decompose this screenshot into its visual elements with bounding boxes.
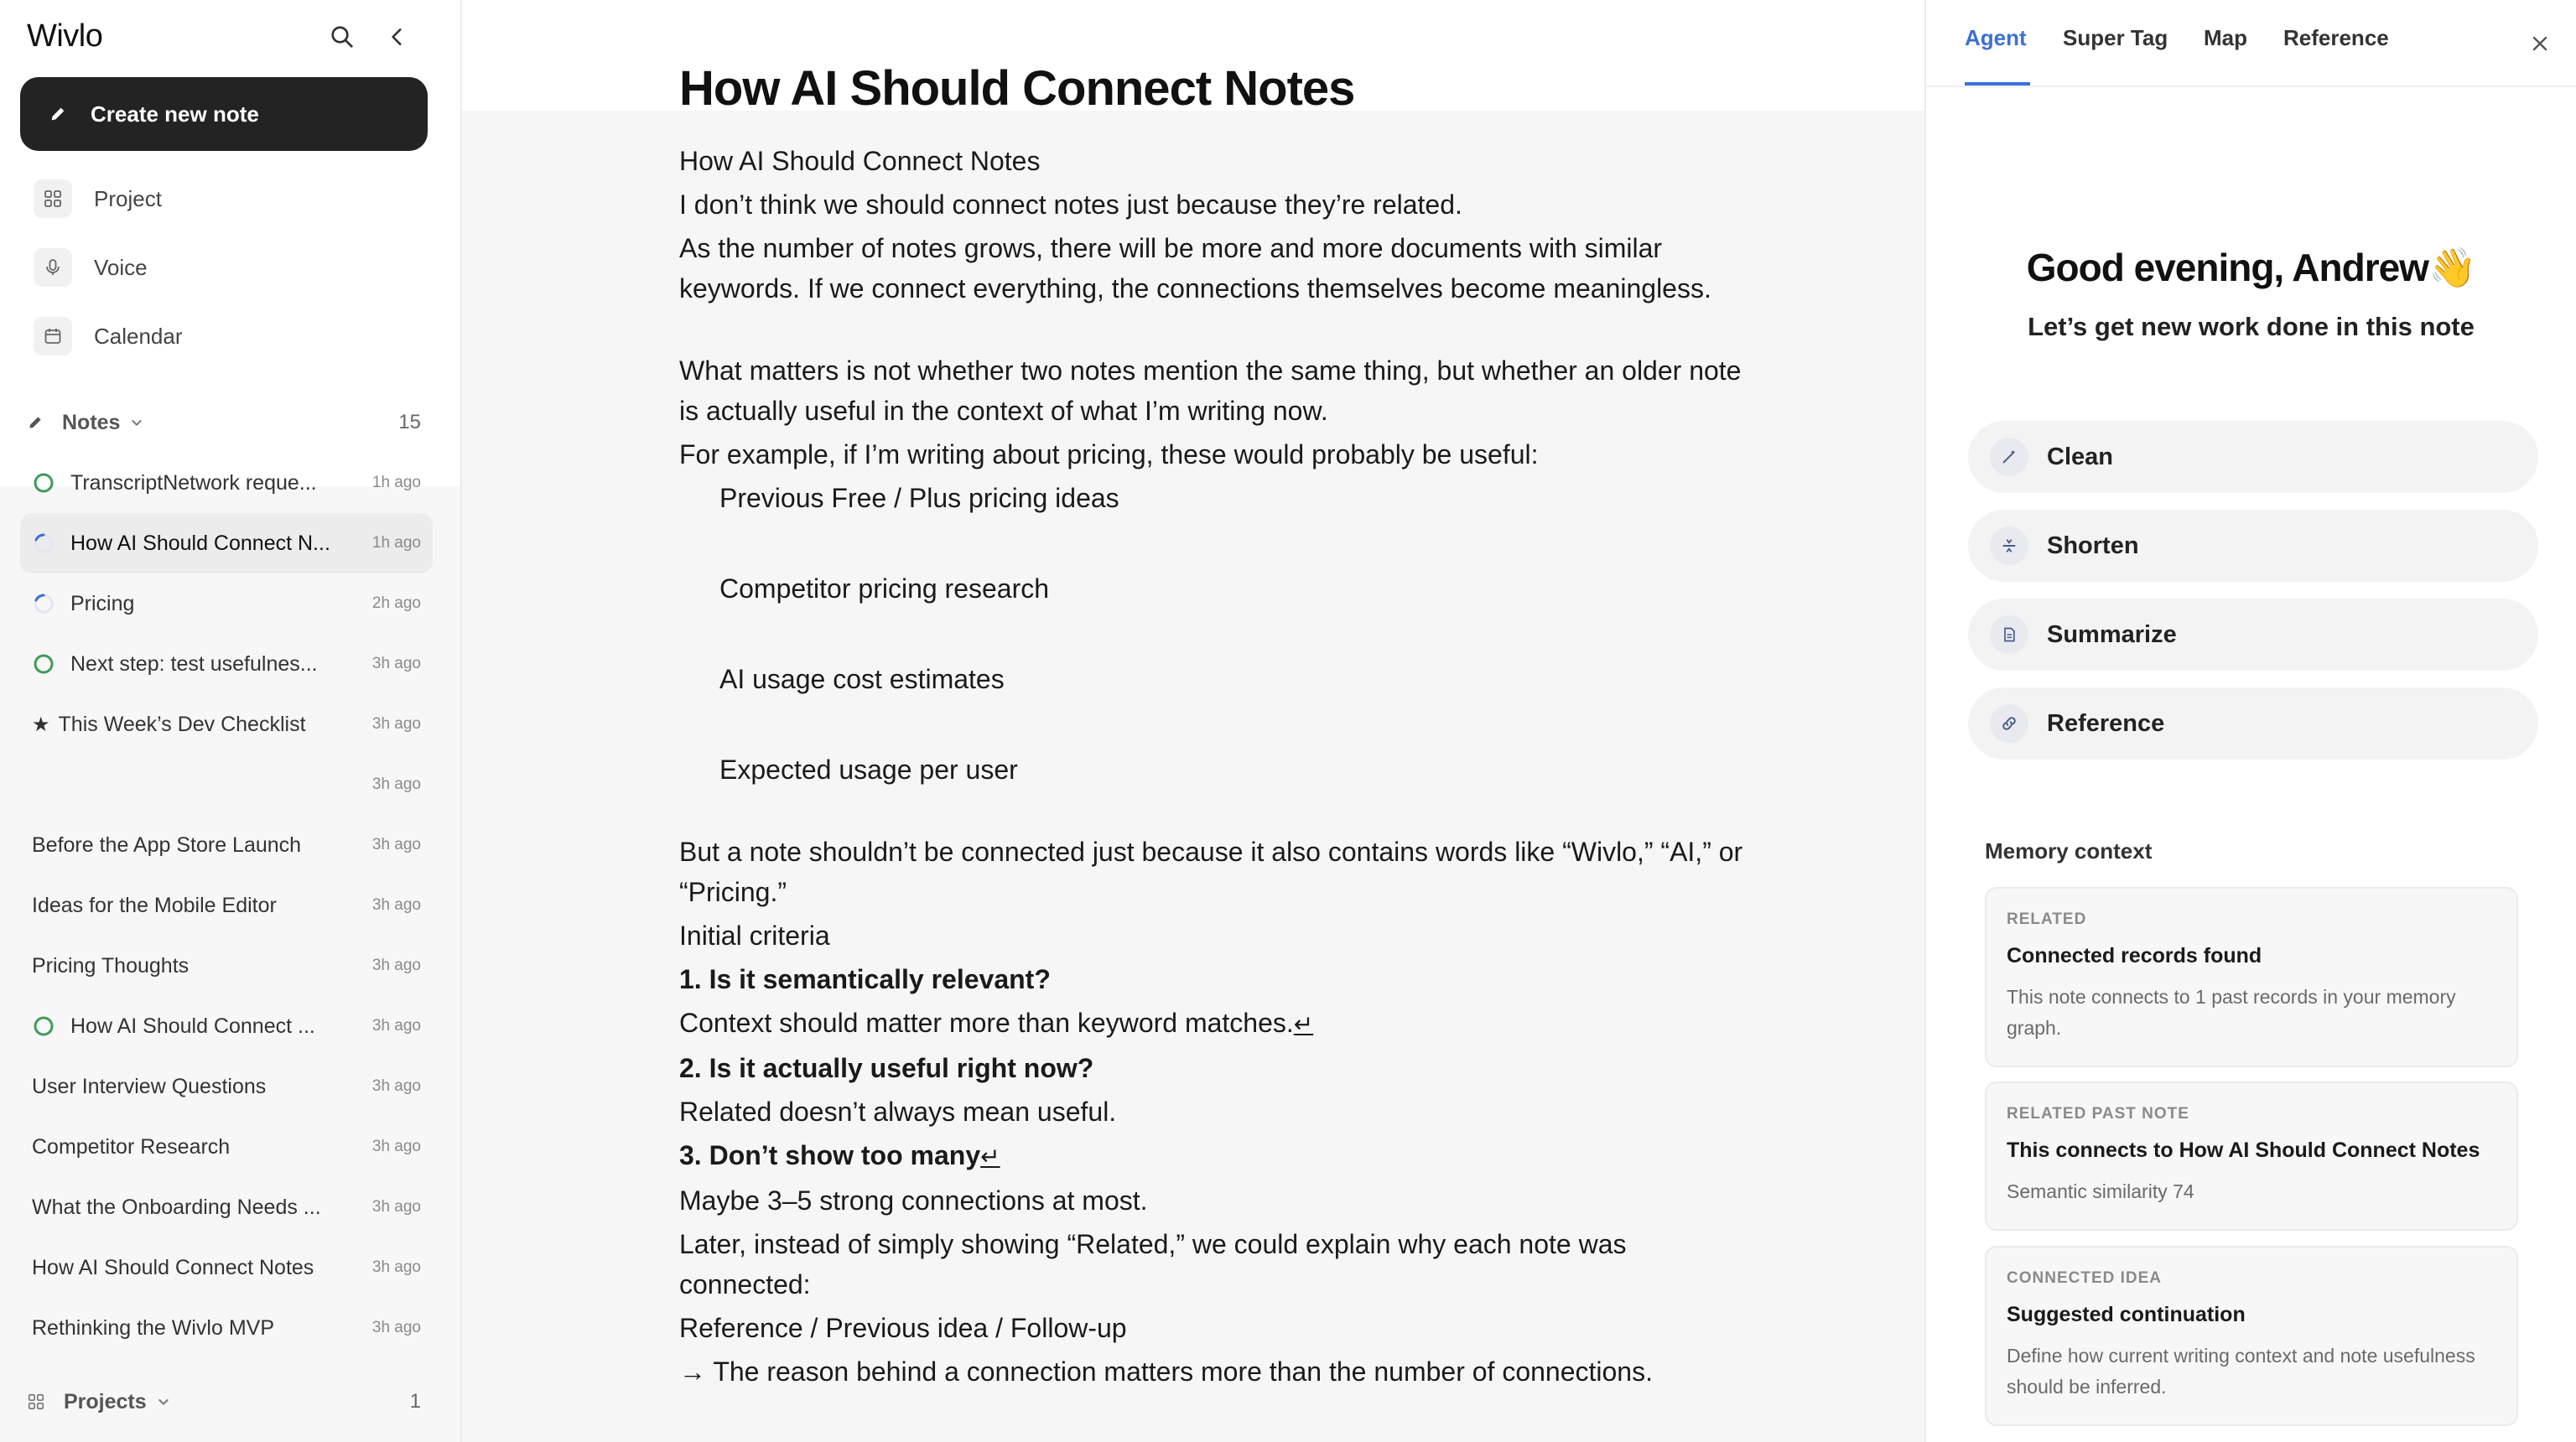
create-new-note-button[interactable] <box>20 77 428 151</box>
note-timestamp: 3h ago <box>371 655 421 672</box>
memory-card-heading: Suggested continuation <box>2007 1303 2246 1326</box>
paragraph: → The reason behind a connection matters more than the number of connections. <box>679 1356 1653 1387</box>
note-timestamp: 1h ago <box>371 534 421 552</box>
panel-tabs <box>1926 0 2576 87</box>
sidebar-item-calendar[interactable] <box>34 313 402 360</box>
note-title: Rethinking the Wivlo MVP <box>32 1315 275 1340</box>
grid-icon <box>27 1393 45 1411</box>
paragraph: For example, if I’m writing about pricing, these would probably be useful: <box>679 439 1539 469</box>
note-title: How AI Should Connect N... <box>70 531 330 555</box>
note-timestamp: 1h ago <box>371 474 421 491</box>
note-list-item[interactable] <box>20 1117 433 1177</box>
summarize-button[interactable] <box>1968 599 2538 671</box>
action-label: Clean <box>2047 443 2113 470</box>
chevron-down-icon <box>157 1395 170 1408</box>
note-timestamp: 3h ago <box>371 836 421 853</box>
close-icon[interactable] <box>2521 25 2558 62</box>
note-body[interactable] <box>679 141 1761 1395</box>
paragraph: What matters is not whether two notes mention the same thing, but whether an older note is actually useful in the context of what I’m writing now. <box>679 355 1742 426</box>
memory-card-description: This note connects to 1 past records in your memory graph. <box>2007 986 2456 1039</box>
memory-card[interactable] <box>1985 1246 2518 1426</box>
memory-card[interactable] <box>1985 887 2518 1067</box>
note-list-item[interactable] <box>20 936 433 996</box>
notes-section-header[interactable] <box>27 404 421 441</box>
paragraph: Related doesn’t always mean useful. <box>679 1097 1117 1127</box>
status-complete-icon <box>32 471 55 495</box>
status-loading-icon <box>32 532 55 555</box>
note-list-item[interactable] <box>20 1298 433 1358</box>
paragraph: How AI Should Connect Notes <box>679 146 1041 176</box>
note-list-item[interactable] <box>20 634 433 694</box>
clean-button[interactable] <box>1968 421 2538 493</box>
note-title: Before the App Store Launch <box>32 833 302 857</box>
note-timestamp: 3h ago <box>371 775 421 793</box>
note-title: How AI Should Connect Notes <box>32 1255 314 1279</box>
status-complete-icon <box>32 1014 55 1038</box>
list-item: AI usage cost estimates <box>719 664 1005 694</box>
criteria-heading: 2. Is it actually useful right now? <box>679 1053 1094 1083</box>
shorten-icon <box>1990 526 2028 565</box>
memory-card[interactable] <box>1985 1082 2518 1231</box>
memory-card-kicker: RELATED PAST NOTE <box>2007 1105 2189 1123</box>
list-item: Expected usage per user <box>719 755 1018 785</box>
collapse-sidebar-icon[interactable] <box>377 17 418 57</box>
page-title[interactable]: How AI Should Connect Notes <box>679 61 1355 116</box>
paragraph: Context should matter more than keyword matches. <box>679 1008 1294 1038</box>
memory-card-heading: Connected records found <box>2007 944 2262 967</box>
greeting: Good evening, Andrew👋 <box>2026 246 2476 289</box>
assistant-panel <box>1924 0 2576 1442</box>
memory-card-description: Semantic similarity 74 <box>2007 1180 2194 1202</box>
note-list-item[interactable] <box>20 1237 433 1298</box>
search-icon[interactable] <box>322 17 362 57</box>
sidebar <box>0 0 462 1442</box>
note-list-item[interactable] <box>20 453 433 513</box>
memory-card-kicker: RELATED <box>2007 910 2087 928</box>
sidebar-item-label: Calendar <box>94 323 183 349</box>
paragraph: But a note shouldn’t be connected just because it also contains words like “Wivlo,” “AI,” or “Pricing.” <box>679 837 1743 907</box>
action-label: Reference <box>2047 709 2165 737</box>
notes-section-label: Notes <box>62 410 121 434</box>
note-timestamp: 3h ago <box>371 1017 421 1035</box>
list-item: Previous Free / Plus pricing ideas <box>719 483 1119 513</box>
editor <box>462 0 1924 1442</box>
sidebar-item-voice[interactable] <box>34 244 402 291</box>
note-timestamp: 3h ago <box>371 1319 421 1336</box>
memory-card-heading: This connects to How AI Should Connect Notes <box>2007 1139 2480 1162</box>
memory-context-title: Memory context <box>1985 838 2153 864</box>
status-complete-icon <box>32 652 55 676</box>
memory-card-kicker: CONNECTED IDEA <box>2007 1269 2163 1287</box>
note-title: Pricing <box>70 591 135 615</box>
create-new-note-label: Create new note <box>91 101 259 127</box>
status-loading-icon <box>32 592 55 615</box>
line-break-marker: ↵ <box>980 1144 1000 1170</box>
note-list-item[interactable] <box>20 996 433 1056</box>
chevron-down-icon <box>130 416 143 429</box>
note-list-item[interactable] <box>20 694 433 755</box>
note-list-item[interactable] <box>20 755 433 815</box>
note-title: Pricing Thoughts <box>32 953 190 978</box>
note-timestamp: 3h ago <box>371 1258 421 1276</box>
document-icon <box>1990 615 2028 654</box>
paragraph: I don’t think we should connect notes just because they’re related. <box>679 189 1462 220</box>
tab-agent[interactable]: Agent <box>1965 25 2027 50</box>
notes-count: 15 <box>398 411 421 433</box>
note-list-item[interactable] <box>20 875 433 936</box>
note-timestamp: 3h ago <box>371 715 421 733</box>
sidebar-item-label: Voice <box>94 254 148 280</box>
action-label: Summarize <box>2047 620 2177 648</box>
note-title: How AI Should Connect ... <box>70 1014 315 1038</box>
note-title: Next step: test usefulnes... <box>70 651 318 676</box>
paragraph: Reference / Previous idea / Follow-up <box>679 1313 1127 1343</box>
note-timestamp: 3h ago <box>371 957 421 974</box>
note-timestamp: 3h ago <box>371 1198 421 1216</box>
paragraph: Initial criteria <box>679 921 830 951</box>
app-logo: Wivlo <box>27 18 103 54</box>
sidebar-item-label: Project <box>94 185 162 211</box>
pencil-icon <box>27 414 44 431</box>
star-icon: ★ <box>32 713 50 736</box>
note-list-item[interactable] <box>20 815 433 875</box>
note-list-item[interactable] <box>20 573 433 634</box>
calendar-icon <box>34 317 72 355</box>
paragraph: Later, instead of simply showing “Related,” we could explain why each note was connected: <box>679 1229 1627 1299</box>
note-title: What the Onboarding Needs ... <box>32 1195 321 1219</box>
note-title: Competitor Research <box>32 1134 231 1159</box>
note-title: TranscriptNetwork reque... <box>70 470 317 495</box>
note-timestamp: 3h ago <box>371 896 421 914</box>
projects-section-header[interactable] <box>27 1383 421 1420</box>
reference-button[interactable] <box>1968 687 2538 760</box>
shorten-button[interactable] <box>1968 510 2538 582</box>
tab-map[interactable]: Map <box>2204 25 2247 50</box>
subgreeting: Let’s get new work done in this note <box>2028 312 2475 341</box>
paragraph: Maybe 3–5 strong connections at most. <box>679 1185 1148 1216</box>
note-list <box>20 453 433 1358</box>
paragraph: As the number of notes grows, there will be more and more documents with similar keywords. If we connect everything, the connections themselves become meaningless. <box>679 233 1711 303</box>
note-title: Ideas for the Mobile Editor <box>32 893 277 917</box>
list-item: Competitor pricing research <box>719 573 1050 604</box>
note-title: This Week’s Dev Checklist <box>58 712 306 736</box>
line-break-marker: ↵ <box>1293 1011 1314 1037</box>
tab-reference[interactable]: Reference <box>2283 25 2389 50</box>
sidebar-item-project[interactable] <box>34 175 402 222</box>
note-list-item[interactable] <box>20 1177 433 1237</box>
active-tab-indicator <box>1965 82 2030 86</box>
pencil-icon <box>49 105 67 123</box>
grid-icon <box>34 179 72 218</box>
magic-wand-icon <box>1990 438 2028 476</box>
note-timestamp: 2h ago <box>371 594 421 612</box>
note-timestamp: 3h ago <box>371 1138 421 1155</box>
action-label: Shorten <box>2047 532 2139 559</box>
criteria-heading: 3. Don’t show too many <box>679 1140 981 1170</box>
memory-card-description: Define how current writing context and note usefulness should be inferred. <box>2007 1345 2475 1398</box>
note-title: User Interview Questions <box>32 1074 267 1098</box>
tab-super-tag[interactable]: Super Tag <box>2063 25 2168 50</box>
projects-section-label: Projects <box>64 1389 147 1413</box>
note-list-item[interactable] <box>20 1056 433 1117</box>
link-icon <box>1990 704 2028 743</box>
projects-count: 1 <box>409 1390 421 1413</box>
note-list-item[interactable] <box>20 513 433 573</box>
note-timestamp: 3h ago <box>371 1077 421 1095</box>
criteria-heading: 1. Is it semantically relevant? <box>679 964 1051 994</box>
mic-icon <box>34 248 72 287</box>
